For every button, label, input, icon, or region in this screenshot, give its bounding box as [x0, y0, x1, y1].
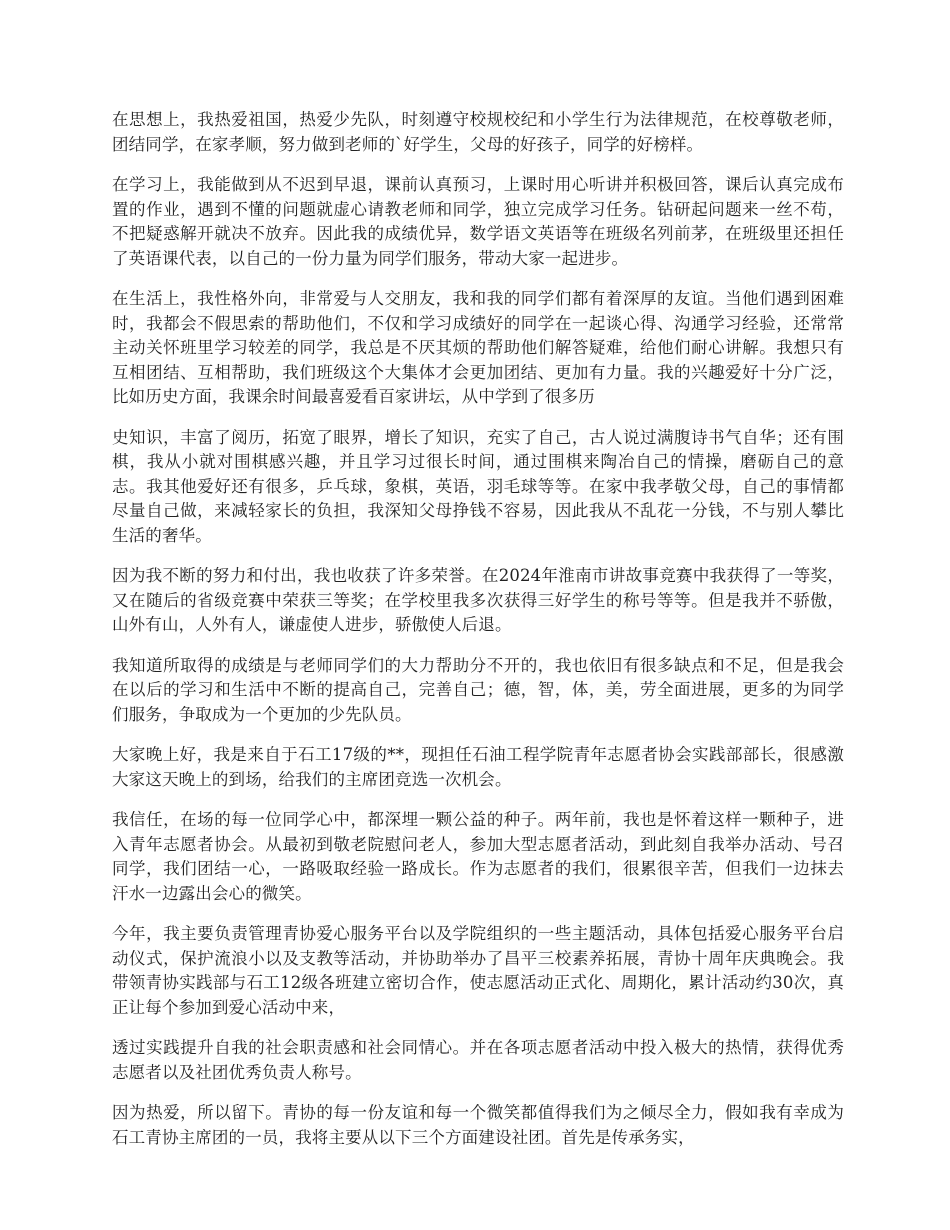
paragraph-5: 因为我不断的努力和付出，我也收获了许多荣誉。在2024年淮南市讲故事竞赛中我获得了一等奖，又在随后的省级竞赛中荣获三等奖；在学校里我多次获得三好学生的称号等等。但是我并不骄傲，山外有山，人外有人，谦虚使人进步，骄傲使人后退。 [112, 566, 844, 634]
paragraph-8: 我信任，在场的每一位同学心中，都深埋一颗公益的种子。两年前，我也是怀着这样一颗种子，进入青年志愿者协会。从最初到敬老院慰问老人，参加大型志愿者活动，到此刻自我举办活动、号召同学，我们团结一心，一路吸取经验一路成长。作为志愿者的我们，很累很辛苦，但我们一边抹去汗水一边露出会心的微笑。 [112, 810, 844, 903]
paragraph-1: 在思想上，我热爱祖国，热爱少先队，时刻遵守校规校纪和小学生行为法律规范，在校尊敬老师，团结同学，在家孝顺，努力做到老师的`好学生，父母的好孩子，同学的好榜样。 [112, 110, 844, 154]
paragraph-10: 透过实践提升自我的社会职责感和社会同情心。并在各项志愿者活动中投入极大的热情，获得优秀志愿者以及社团优秀负责人称号。 [112, 1038, 844, 1082]
paragraph-7: 大家晚上好，我是来自于石工17级的**，现担任石油工程学院青年志愿者协会实践部部长，很感激大家这天晚上的到场，给我们的主席团竞选一次机会。 [112, 745, 844, 789]
paragraph-9: 今年，我主要负责管理青协爱心服务平台以及学院组织的一些主题活动，具体包括爱心服务平台启动仪式，保护流浪小以及支教等活动，并协助举办了昌平三校素养拓展，青协十周年庆典晚会。我带领青协实践部与石工12级各班建立密切合作，使志愿活动正式化、周期化，累计活动约30次，真正让每个参加到爱心活动中来， [112, 924, 844, 1017]
paragraph-4: 史知识，丰富了阅历，拓宽了眼界，增长了知识，充实了自己，古人说过满腹诗书气自华；还有围棋，我从小就对围棋感兴趣，并且学习过很长时间，通过围棋来陶冶自己的情操，磨砺自己的意志。我其他爱好还有很多，乒乓球，象棋，英语，羽毛球等等。在家中我孝敬父母，自己的事情都尽量自己做，来减轻家长的负担，我深知父母挣钱不容易，因此我从不乱花一分钱，不与别人攀比生活的奢华。 [112, 427, 844, 545]
paragraph-6: 我知道所取得的成绩是与老师同学们的大力帮助分不开的，我也依旧有很多缺点和不足，但是我会在以后的学习和生活中不断的提高自己，完善自己；德，智，体，美，劳全面进展，更多的为同学们服务，争取成为一个更加的少先队员。 [112, 655, 844, 724]
paragraph-2: 在学习上，我能做到从不迟到早退，课前认真预习，上课时用心听讲并积极回答，课后认真完成布置的作业，遇到不懂的问题就虚心请教老师和同学，独立完成学习任务。钻研起问题来一丝不苟，不把疑惑解开就决不放弃。因此我的成绩优异，数学语文英语等在班级名列前茅，在班级里还担任了英语课代表，以自己的一份力量为同学们服务，带动大家一起进步。 [112, 175, 844, 268]
paragraph-11: 因为热爱，所以留下。青协的每一份友谊和每一个微笑都值得我们为之倾尽全力，假如我有幸成为石工青协主席团的一员，我将主要从以下三个方面建设社团。首先是传承务实， [112, 1103, 844, 1147]
paragraph-3: 在生活上，我性格外向，非常爱与人交朋友，我和我的同学们都有着深厚的友谊。当他们遇到困难时，我都会不假思索的帮助他们，不仅和学习成绩好的同学在一起谈心得、沟通学习经验，还常常主动关怀班里学习较差的同学，我总是不厌其烦的帮助他们解答疑难，给他们耐心讲解。我想只有互相团结、互相帮助，我们班级这个大集体才会更加团结、更加有力量。我的兴趣爱好十分广泛，比如历史方面，我课余时间最喜爱看百家讲坛，从中学到了很多历 [112, 289, 844, 406]
document-page [112, 108, 844, 1166]
